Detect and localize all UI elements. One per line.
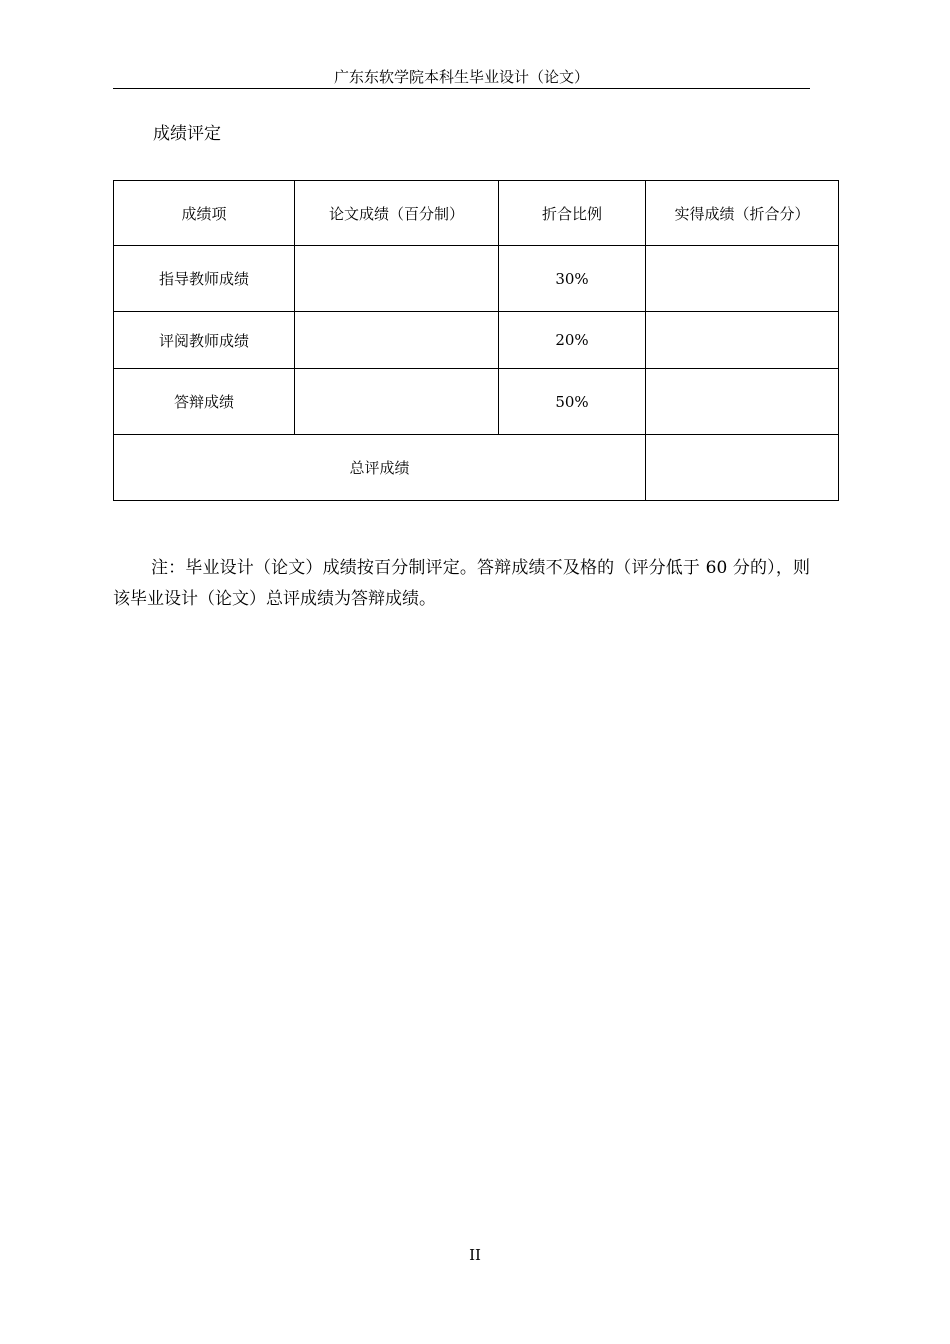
row-item-cell: 指导教师成绩 [114,246,295,312]
table-row [114,312,839,369]
grade-table [113,180,839,501]
table-total-row [114,435,839,501]
row-item-cell: 答辩成绩 [114,369,295,435]
note-paragraph: 注：毕业设计（论文）成绩按百分制评定。答辩成绩不及格的（评分低于 60 分的），则该毕业设计（论文）总评成绩为答辩成绩。 [113,558,810,609]
header-cell-ratio: 折合比例 [499,181,646,246]
table-row [114,246,839,312]
page-header: 广东东软学院本科生毕业设计（论文） [113,66,810,89]
row-score-cell [295,369,499,435]
row-score-cell [295,246,499,312]
row-actual-cell [646,312,839,369]
row-ratio-cell: 50% [499,369,646,435]
row-score-cell [295,312,499,369]
section-title: 成绩评定 [153,124,221,144]
page-number: II [469,1246,481,1264]
header-cell-item: 成绩项 [114,181,295,246]
header-cell-actual: 实得成绩（折合分） [646,181,839,246]
header-cell-score: 论文成绩（百分制） [295,181,499,246]
row-actual-cell [646,246,839,312]
row-item-cell: 评阅教师成绩 [114,312,295,369]
total-value-cell [646,435,839,501]
row-actual-cell [646,369,839,435]
table-row [114,369,839,435]
table-header-row [114,181,839,246]
row-ratio-cell: 30% [499,246,646,312]
row-ratio-cell: 20% [499,312,646,369]
total-label-cell: 总评成绩 [114,435,646,501]
